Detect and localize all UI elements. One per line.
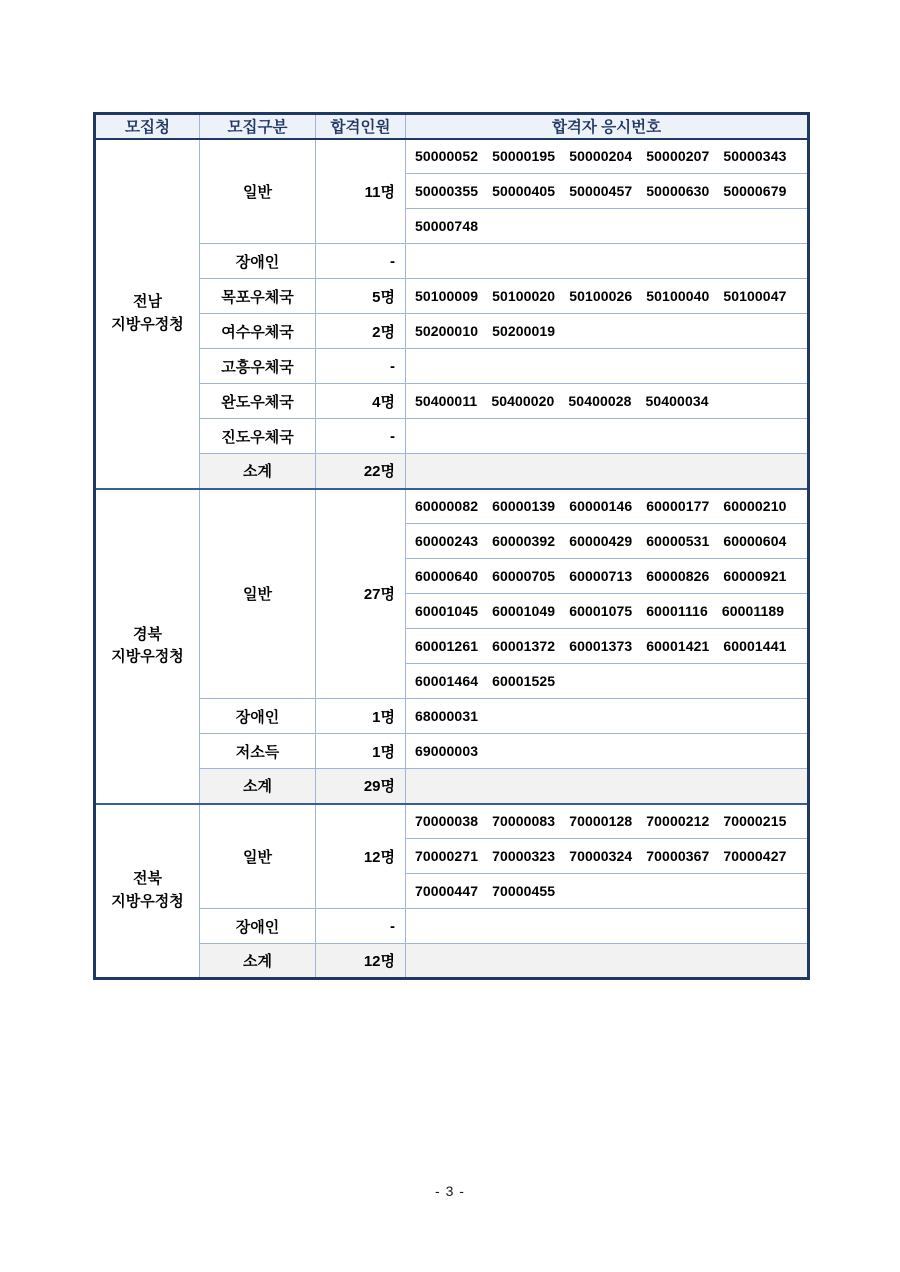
- exam-number: 60000392: [492, 533, 556, 549]
- count-cell: 11명: [316, 139, 406, 244]
- numbers-cell: [406, 384, 809, 419]
- table-row: [95, 734, 809, 769]
- exam-number: 70000323: [492, 848, 556, 864]
- agency-cell: [95, 489, 200, 804]
- numbers-cell: [406, 944, 809, 979]
- table-row: [95, 384, 809, 419]
- exam-number: 60001116: [646, 603, 708, 619]
- count-cell: -: [316, 349, 406, 384]
- numbers-cell: [406, 314, 809, 349]
- exam-number: 70000324: [569, 848, 633, 864]
- exam-number: 69000003: [415, 743, 479, 759]
- exam-number: 70000215: [723, 813, 787, 830]
- exam-number: 50100047: [723, 288, 787, 304]
- exam-number: 70000271: [415, 848, 479, 864]
- agency-cell: [95, 139, 200, 489]
- numbers-cell: [406, 804, 809, 839]
- category-cell: 고흥우체국: [200, 349, 316, 384]
- numbers-cell: [406, 699, 809, 734]
- numbers-cell: [406, 349, 809, 384]
- category-cell: 일반: [200, 804, 316, 909]
- category-cell: 진도우체국: [200, 419, 316, 454]
- exam-number: 50000679: [723, 183, 787, 199]
- exam-number: 50000204: [569, 148, 633, 165]
- exam-number: 50000405: [492, 183, 556, 199]
- header-cell-category: 모집구분: [200, 114, 316, 139]
- table-row: [95, 804, 809, 839]
- count-cell: 1명: [316, 699, 406, 734]
- table-row: [95, 769, 809, 804]
- table-row: [95, 944, 809, 979]
- exam-number: 60001372: [492, 638, 556, 654]
- exam-number: 50400034: [645, 393, 709, 409]
- exam-number: 60000210: [723, 498, 787, 515]
- numbers-cell: [406, 139, 809, 174]
- table-row: [95, 349, 809, 384]
- count-cell: 27명: [316, 489, 406, 699]
- exam-number: 50000343: [723, 148, 787, 165]
- exam-number: 50000052: [415, 148, 479, 165]
- numbers-cell: [406, 174, 809, 209]
- agency-cell: [95, 804, 200, 979]
- results-table-container: [93, 112, 810, 980]
- exam-number: 70000083: [492, 813, 556, 830]
- exam-number: 60000146: [569, 498, 633, 515]
- exam-number: 50200019: [492, 323, 556, 339]
- category-cell: 장애인: [200, 244, 316, 279]
- exam-number: 50100026: [569, 288, 633, 304]
- exam-number: 70000212: [646, 813, 710, 830]
- numbers-cell: [406, 594, 809, 629]
- count-cell: 12명: [316, 944, 406, 979]
- count-cell: 22명: [316, 454, 406, 489]
- category-cell: 일반: [200, 489, 316, 699]
- numbers-cell: [406, 909, 809, 944]
- exam-number: 50000457: [569, 183, 633, 199]
- exam-number: 70000447: [415, 883, 479, 899]
- count-cell: 2명: [316, 314, 406, 349]
- exam-number: 50000355: [415, 183, 479, 199]
- exam-number: 50000195: [492, 148, 556, 165]
- category-cell: 일반: [200, 139, 316, 244]
- category-cell: 소계: [200, 454, 316, 489]
- category-cell: 목포우체국: [200, 279, 316, 314]
- numbers-cell: [406, 629, 809, 664]
- numbers-cell: [406, 209, 809, 244]
- table-row: [95, 279, 809, 314]
- agency-line: 경북: [133, 625, 162, 643]
- agency-line: 지방우정청: [111, 315, 184, 333]
- exam-number: 60000705: [492, 568, 556, 584]
- numbers-cell: [406, 489, 809, 524]
- exam-number: 50000630: [646, 183, 710, 199]
- exam-number: 60001049: [492, 603, 556, 619]
- exam-number: 50200010: [415, 323, 479, 339]
- table-header: [95, 114, 809, 139]
- exam-number: 60000243: [415, 533, 479, 549]
- numbers-cell: [406, 664, 809, 699]
- exam-number: 60001189: [721, 603, 785, 619]
- exam-number: 60001045: [415, 603, 479, 619]
- exam-number: 70000128: [569, 813, 633, 830]
- exam-number: 50100040: [646, 288, 710, 304]
- agency-line: 지방우정청: [111, 648, 184, 665]
- numbers-cell: [406, 524, 809, 559]
- category-cell: 완도우체국: [200, 384, 316, 419]
- count-cell: 1명: [316, 734, 406, 769]
- exam-number: 50100020: [492, 288, 556, 304]
- exam-number: 68000031: [415, 708, 479, 724]
- exam-number: 50000207: [646, 148, 710, 165]
- count-cell: -: [316, 909, 406, 944]
- exam-number: 60000429: [569, 533, 633, 549]
- exam-number: 60001421: [646, 638, 710, 654]
- exam-number: 60001075: [569, 603, 633, 619]
- table-row: [95, 139, 809, 174]
- table-row: [95, 699, 809, 734]
- table-row: [95, 314, 809, 349]
- agency-line: 지방우정청: [111, 892, 184, 910]
- exam-number: 70000427: [723, 848, 787, 864]
- numbers-cell: [406, 559, 809, 594]
- exam-number: 60000139: [492, 498, 556, 515]
- count-cell: 4명: [316, 384, 406, 419]
- table-row: [95, 419, 809, 454]
- table-row: [95, 909, 809, 944]
- header-cell-numbers: 합격자 응시번호: [406, 114, 809, 139]
- exam-number: 50400020: [491, 393, 555, 409]
- exam-number: 60000082: [415, 498, 479, 515]
- count-cell: 12명: [316, 804, 406, 909]
- exam-number: 60000604: [723, 533, 787, 549]
- table-row: [95, 454, 809, 489]
- category-cell: 소계: [200, 769, 316, 804]
- numbers-cell: [406, 874, 809, 909]
- numbers-cell: [406, 734, 809, 769]
- exam-number: 70000038: [415, 813, 479, 830]
- exam-number: 50400028: [568, 393, 632, 409]
- table-body: [95, 139, 809, 979]
- agency-line: 전북: [133, 870, 162, 888]
- category-cell: 저소득: [200, 734, 316, 769]
- exam-number: 50000748: [415, 218, 479, 234]
- table-row: [95, 489, 809, 524]
- category-cell: 소계: [200, 944, 316, 979]
- numbers-cell: [406, 769, 809, 804]
- exam-number: 50100009: [415, 288, 479, 304]
- count-cell: -: [316, 419, 406, 454]
- count-cell: 29명: [316, 769, 406, 804]
- table-row: [95, 244, 809, 279]
- count-cell: 5명: [316, 279, 406, 314]
- exam-number: 50400011: [415, 393, 478, 409]
- numbers-cell: [406, 244, 809, 279]
- numbers-cell: [406, 454, 809, 489]
- exam-number: 60000640: [415, 568, 479, 584]
- agency-line: 전남: [133, 293, 162, 310]
- category-cell: 여수우체국: [200, 314, 316, 349]
- exam-number: 60000531: [646, 533, 710, 549]
- exam-number: 60001441: [723, 638, 787, 654]
- header-cell-agency: 모집청: [95, 114, 200, 139]
- page-number: - 3 -: [435, 1183, 465, 1199]
- exam-number: 60001464: [415, 673, 479, 689]
- exam-number: 60000177: [646, 498, 710, 515]
- exam-number: 70000367: [646, 848, 710, 864]
- results-table: [93, 112, 810, 980]
- category-cell: 장애인: [200, 909, 316, 944]
- count-cell: -: [316, 244, 406, 279]
- exam-number: 60000921: [723, 568, 787, 584]
- exam-number: 60001261: [415, 638, 479, 654]
- category-cell: 장애인: [200, 699, 316, 734]
- exam-number: 70000455: [492, 883, 556, 899]
- exam-number: 60000826: [646, 568, 710, 584]
- numbers-cell: [406, 839, 809, 874]
- numbers-cell: [406, 419, 809, 454]
- header-row: [95, 114, 809, 139]
- numbers-cell: [406, 279, 809, 314]
- exam-number: 60000713: [569, 568, 633, 584]
- exam-number: 60001525: [492, 673, 556, 689]
- header-cell-count: 합격인원: [316, 114, 406, 139]
- exam-number: 60001373: [569, 638, 633, 654]
